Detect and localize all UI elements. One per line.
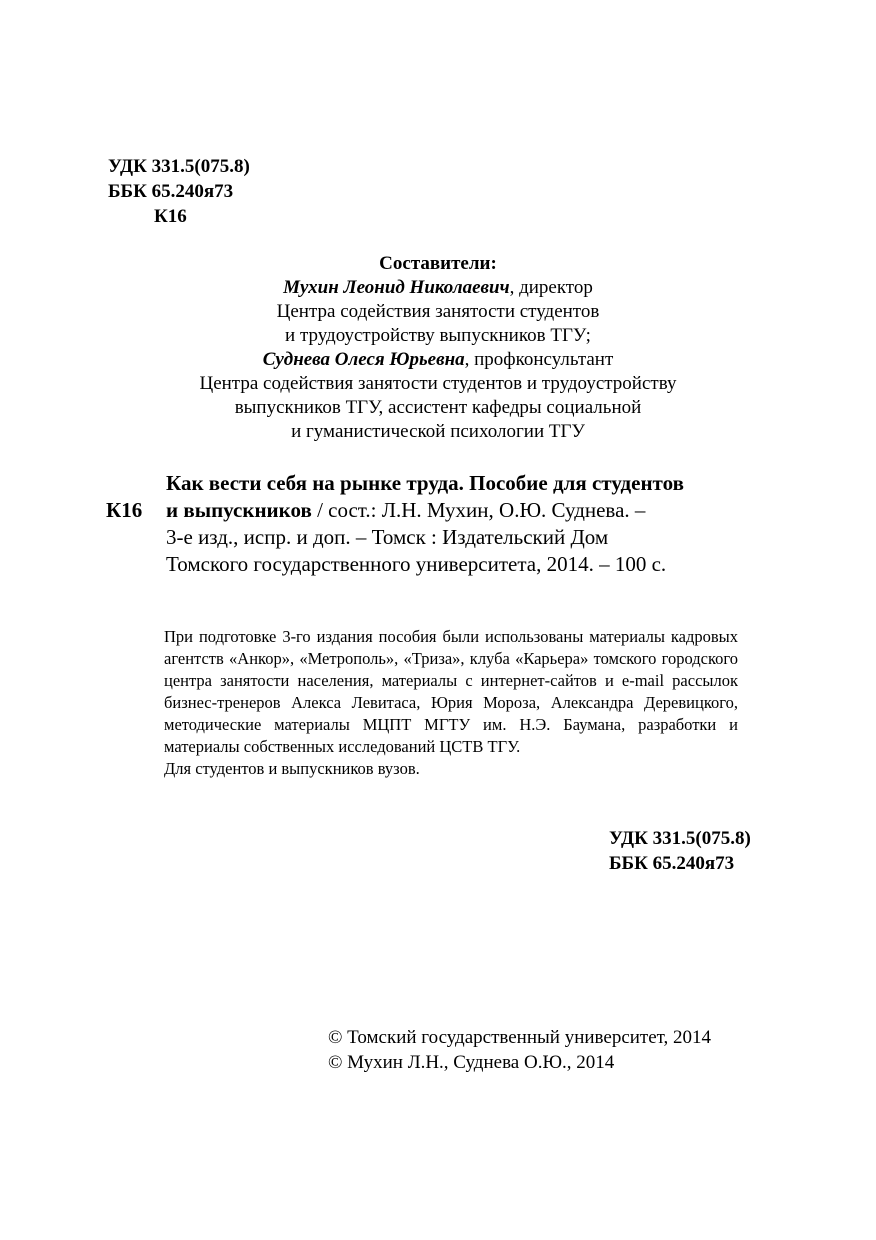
udk-code: УДК 331.5(075.8) (108, 156, 250, 177)
copyright-authors: © Мухин Л.Н., Суднева О.Ю., 2014 (328, 1052, 615, 1073)
bib-responsibility: / сост.: Л.Н. Мухин, О.Ю. Суднева. – (311, 498, 646, 522)
footer-bbk-code: ББК 65.240я73 (609, 853, 735, 874)
compilers-title: Составители: (379, 253, 497, 274)
footer-udk-code: УДК 331.5(075.8) (609, 828, 751, 849)
compiler-2-org-line1: Центра содействия занятости студентов и трудоустройству (199, 373, 677, 394)
bib-edition-line: 3-е изд., испр. и доп. – Томск : Издательский Дом (166, 525, 609, 549)
compiler-1 (100, 276, 776, 300)
copyright-university: © Томский государственный университет, 2014 (328, 1027, 712, 1048)
compiler-1-org-line2: и трудоустройству выпускников ТГУ; (285, 325, 591, 346)
annotation-audience: Для студентов и выпускников вузов. (164, 759, 420, 778)
bib-title-line2: и выпускников (166, 498, 312, 522)
annotation-paragraph: При подготовке 3-го издания пособия были использованы материалы кадровых агентств «Анкор», «Метрополь», «Триза», клуба «Карьера» томского городского центра занятости населения, материалы с интернет-сайтов и e-mail рассылок бизнес-тренеров Алекса Левитаса, Юрия Мороза, Александра Деревицкого, методические материалы МЦПТ МГТУ им. Н.Э. Баумана, разработки и материалы собственных исследований ЦСТВ ТГУ. (164, 627, 738, 756)
bib-publisher-line: Томского государственного университета, 2014. – 100 с. (166, 552, 667, 576)
compiler-2-name: Суднева Олеся Юрьевна (262, 349, 465, 370)
compiler-1-name: Мухин Леонид Николаевич (283, 277, 510, 298)
annotation (164, 626, 738, 780)
compiler-2-role: , профконсультант (464, 349, 614, 370)
footer-classification-codes (609, 826, 751, 876)
compiler-1-org-line1: Центра содействия занятости студентов (276, 301, 600, 322)
compilers-block (100, 252, 776, 444)
bbk-code: ББК 65.240я73 (108, 181, 234, 202)
header-classification-codes (108, 154, 250, 229)
copyright-block (328, 1025, 711, 1075)
bibliographic-entry (166, 470, 746, 578)
compiler-2-org-line2: выпускников ТГУ, ассистент кафедры социальной (234, 397, 642, 418)
bib-line2 (166, 497, 746, 524)
compiler-1-role: , директор (509, 277, 593, 298)
bib-title-line1: Как вести себя на рынке труда. Пособие для студентов (166, 471, 684, 495)
bib-author-mark: К16 (106, 498, 143, 522)
compiler-2-org-line3: и гуманистической психологии ТГУ (291, 421, 585, 442)
author-mark: К16 (154, 206, 187, 227)
compiler-2 (100, 348, 776, 372)
